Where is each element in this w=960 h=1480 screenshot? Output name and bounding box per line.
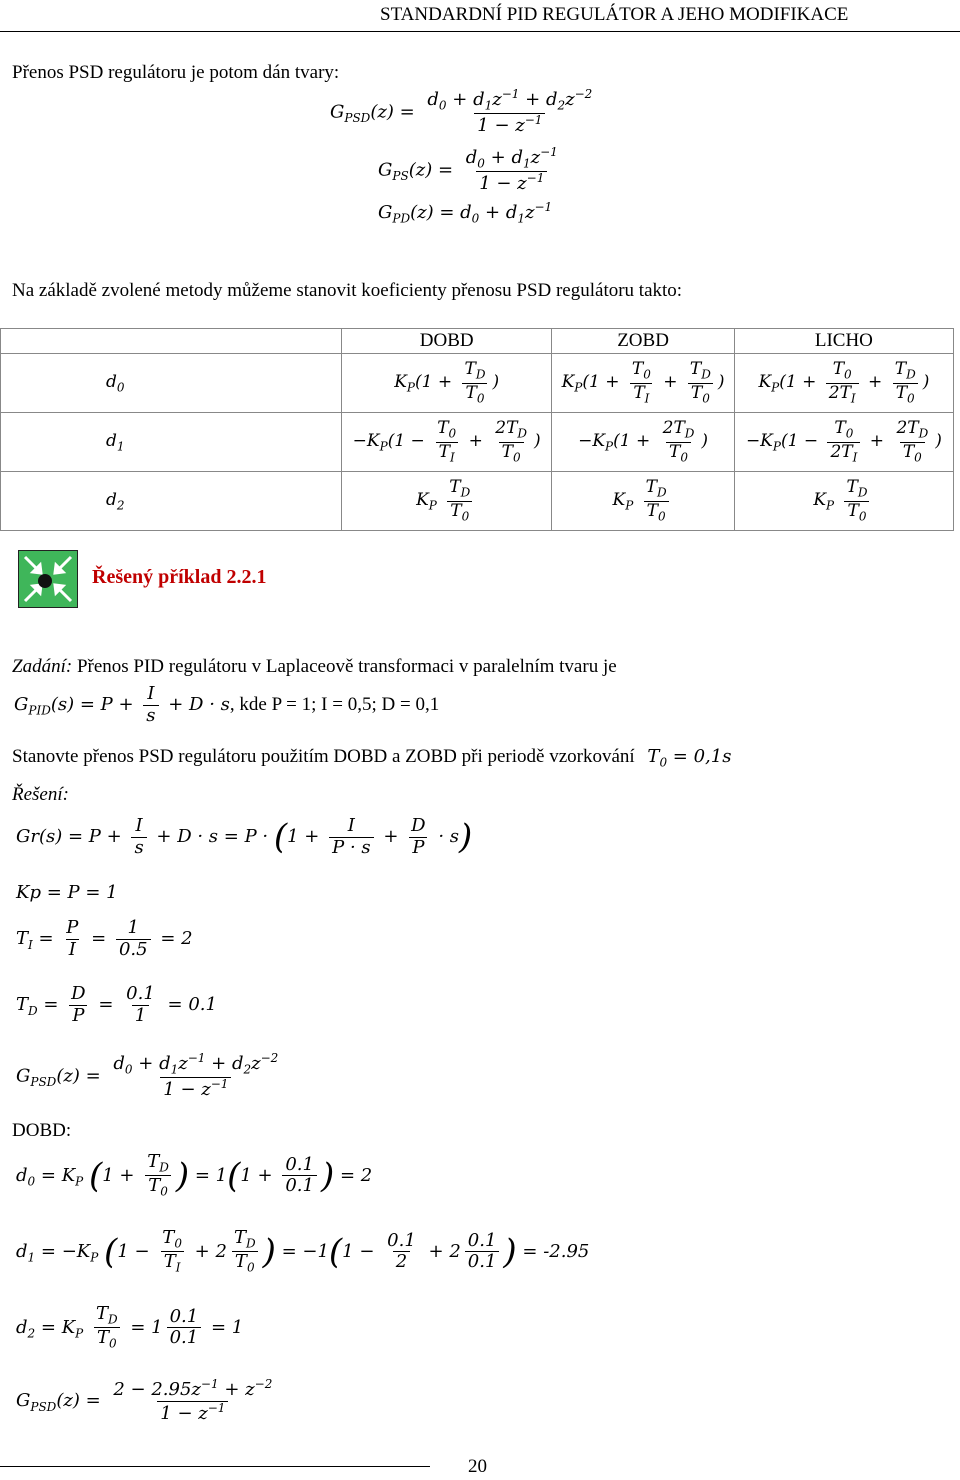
header-rule [0, 31, 960, 32]
formula-gpid: $G_{PID}(s) = P$ + $\frac{I}{s}$ + D · s, kde P = 1; I = 0,5; D = 0,1 [14, 683, 440, 726]
reseni-label: Řešení: [12, 784, 69, 805]
formula-td: $T_D$ = $\frac{D}{P}$ = $\frac{0.1}{1}$ = 0.1 [16, 983, 217, 1026]
dobd-label: DOBD: [12, 1120, 72, 1141]
formula-gr: Gr(s) = P + $\frac{I}{s}$ + D · s = P · (1 + $\frac{I}{P \cdot s}$ + $\frac{D}{P}$ · s) [16, 815, 473, 858]
cell-d1-dobd: $-K_P(1$ − $\frac{T_0}{T_I}$ + $\frac{2T_D}{T_0}$ ) [342, 413, 552, 472]
page-header: STANDARDNÍ PID REGULÁTOR A JEHO MODIFIKACE [380, 4, 849, 25]
row-d1: $d_1$ [1, 413, 342, 472]
row-d2: $d_2$ [1, 472, 342, 531]
cell-d1-licho: $-K_P(1$ − $\frac{T_0}{2T_I}$ + $\frac{2T_D}{T_0}$ ) [734, 413, 953, 472]
col-licho: LICHO [734, 329, 953, 354]
zadani-label: Zadání: [12, 656, 73, 677]
formula-gpsd-general: $G_{PSD}(z)$ = $\frac{d_0 + d_1z^{-1} + d_2z^{-2}}{1 - z^{-1}}$ [16, 1051, 279, 1101]
cell-d1-zobd: $-K_P(1$ + $\frac{2T_D}{T_0}$ ) [552, 413, 734, 472]
d1-value: -2.95 [543, 1240, 590, 1262]
cell-d0-licho: $K_P(1$ + $\frac{T_0}{2T_I}$ + $\frac{T_D}{T_0}$ ) [734, 354, 953, 413]
intro-text-2: Na základě zvolené metody můžeme stanovit koeficienty přenosu PSD regulátoru takto: [12, 280, 683, 301]
cell-d0-dobd: $K_P(1$ + $\frac{T_D}{T_0}$ ) [342, 354, 552, 413]
formula-d0: $d_0 = K_P$ (1 + $\frac{T_D}{T_0}$ ) = 1(1 + $\frac{0.1}{0.1}$ ) = 2 [16, 1151, 373, 1199]
zadani-text: Přenos PID regulátoru v Laplaceově transformaci v paralelním tvaru je [76, 656, 617, 677]
table-corner [1, 329, 342, 354]
d2-value: 1 [231, 1316, 244, 1338]
cell-d2-licho: $K_P$ $\frac{T_D}{T_0}$ [734, 472, 953, 531]
zadani-params: , kde P = 1; I = 0,5; D = 0,1 [229, 694, 440, 716]
formula-ti: $T_I$ = $\frac{P}{I}$ = $\frac{1}{0.5}$ = 2 [16, 917, 193, 960]
col-zobd: ZOBD [552, 329, 734, 354]
formula-d2: $d_2 = K_P$ $\frac{T_D}{T_0}$ = 1 $\frac{0.1}{0.1}$ = 1 [16, 1303, 244, 1351]
td-value: 0.1 [188, 994, 217, 1016]
task-line: Stanovte přenos PSD regulátoru použitím DOBD a ZOBD při periodě vzorkování $T_0 = 0,1s$ [12, 746, 732, 770]
col-dobd: DOBD [342, 329, 552, 354]
intro-text-1: Přenos PSD regulátoru je potom dán tvary: [12, 62, 340, 83]
cell-d0-zobd: $K_P(1$ + $\frac{T_0}{T_I}$ + $\frac{T_D}{T_0}$ ) [552, 354, 734, 413]
zadani-line [12, 656, 617, 678]
d0-value: 2 [360, 1164, 373, 1186]
cell-d2-zobd: $K_P$ $\frac{T_D}{T_0}$ [552, 472, 734, 531]
formula-d1: $d_1 = -K_P$ (1 − $\frac{T_0}{T_I}$ + 2 $\frac{T_D}{T_0}$ ) = −1(1 − $\frac{0.1}{2}$ + 2 $\frac{0.1}{0.1}$ ) = -2.95 [16, 1227, 590, 1275]
formula-gpsd-result: $G_{PSD}(z)$ = $\frac{2 - 2.95z^{-1} + z^{-2}}{1 - z^{-1}}$ [16, 1377, 273, 1424]
target-arrows-icon [18, 550, 78, 608]
example-title: Řešený příklad 2.2.1 [92, 566, 267, 588]
ti-value: 2 [181, 928, 193, 950]
task-text: Stanovte přenos PSD regulátoru použitím DOBD a ZOBD při periodě vzorkování [12, 746, 635, 767]
formula-gpd: $G_{PD}(z) = d_0 + d_1z^{-1}$ [378, 200, 553, 226]
coefficient-table [0, 328, 954, 531]
footer-rule [0, 1466, 430, 1467]
formula-gps: $G_{PS}(z)$ = $\frac{d_0 + d_1z^{-1}}{1 - z^{-1}}$ [378, 145, 558, 195]
formula-gpsd: $G_{PSD}(z)$ = $\frac{d_0 + d_1z^{-1} + d_2z^{-2}}{1 - z^{-1}}$ [330, 87, 593, 137]
page-number: 20 [468, 1456, 487, 1477]
formula-kp: Kp = P = 1 [16, 882, 118, 903]
cell-d2-dobd: $K_P$ $\frac{T_D}{T_0}$ [342, 472, 552, 531]
row-d0: $d_0$ [1, 354, 342, 413]
